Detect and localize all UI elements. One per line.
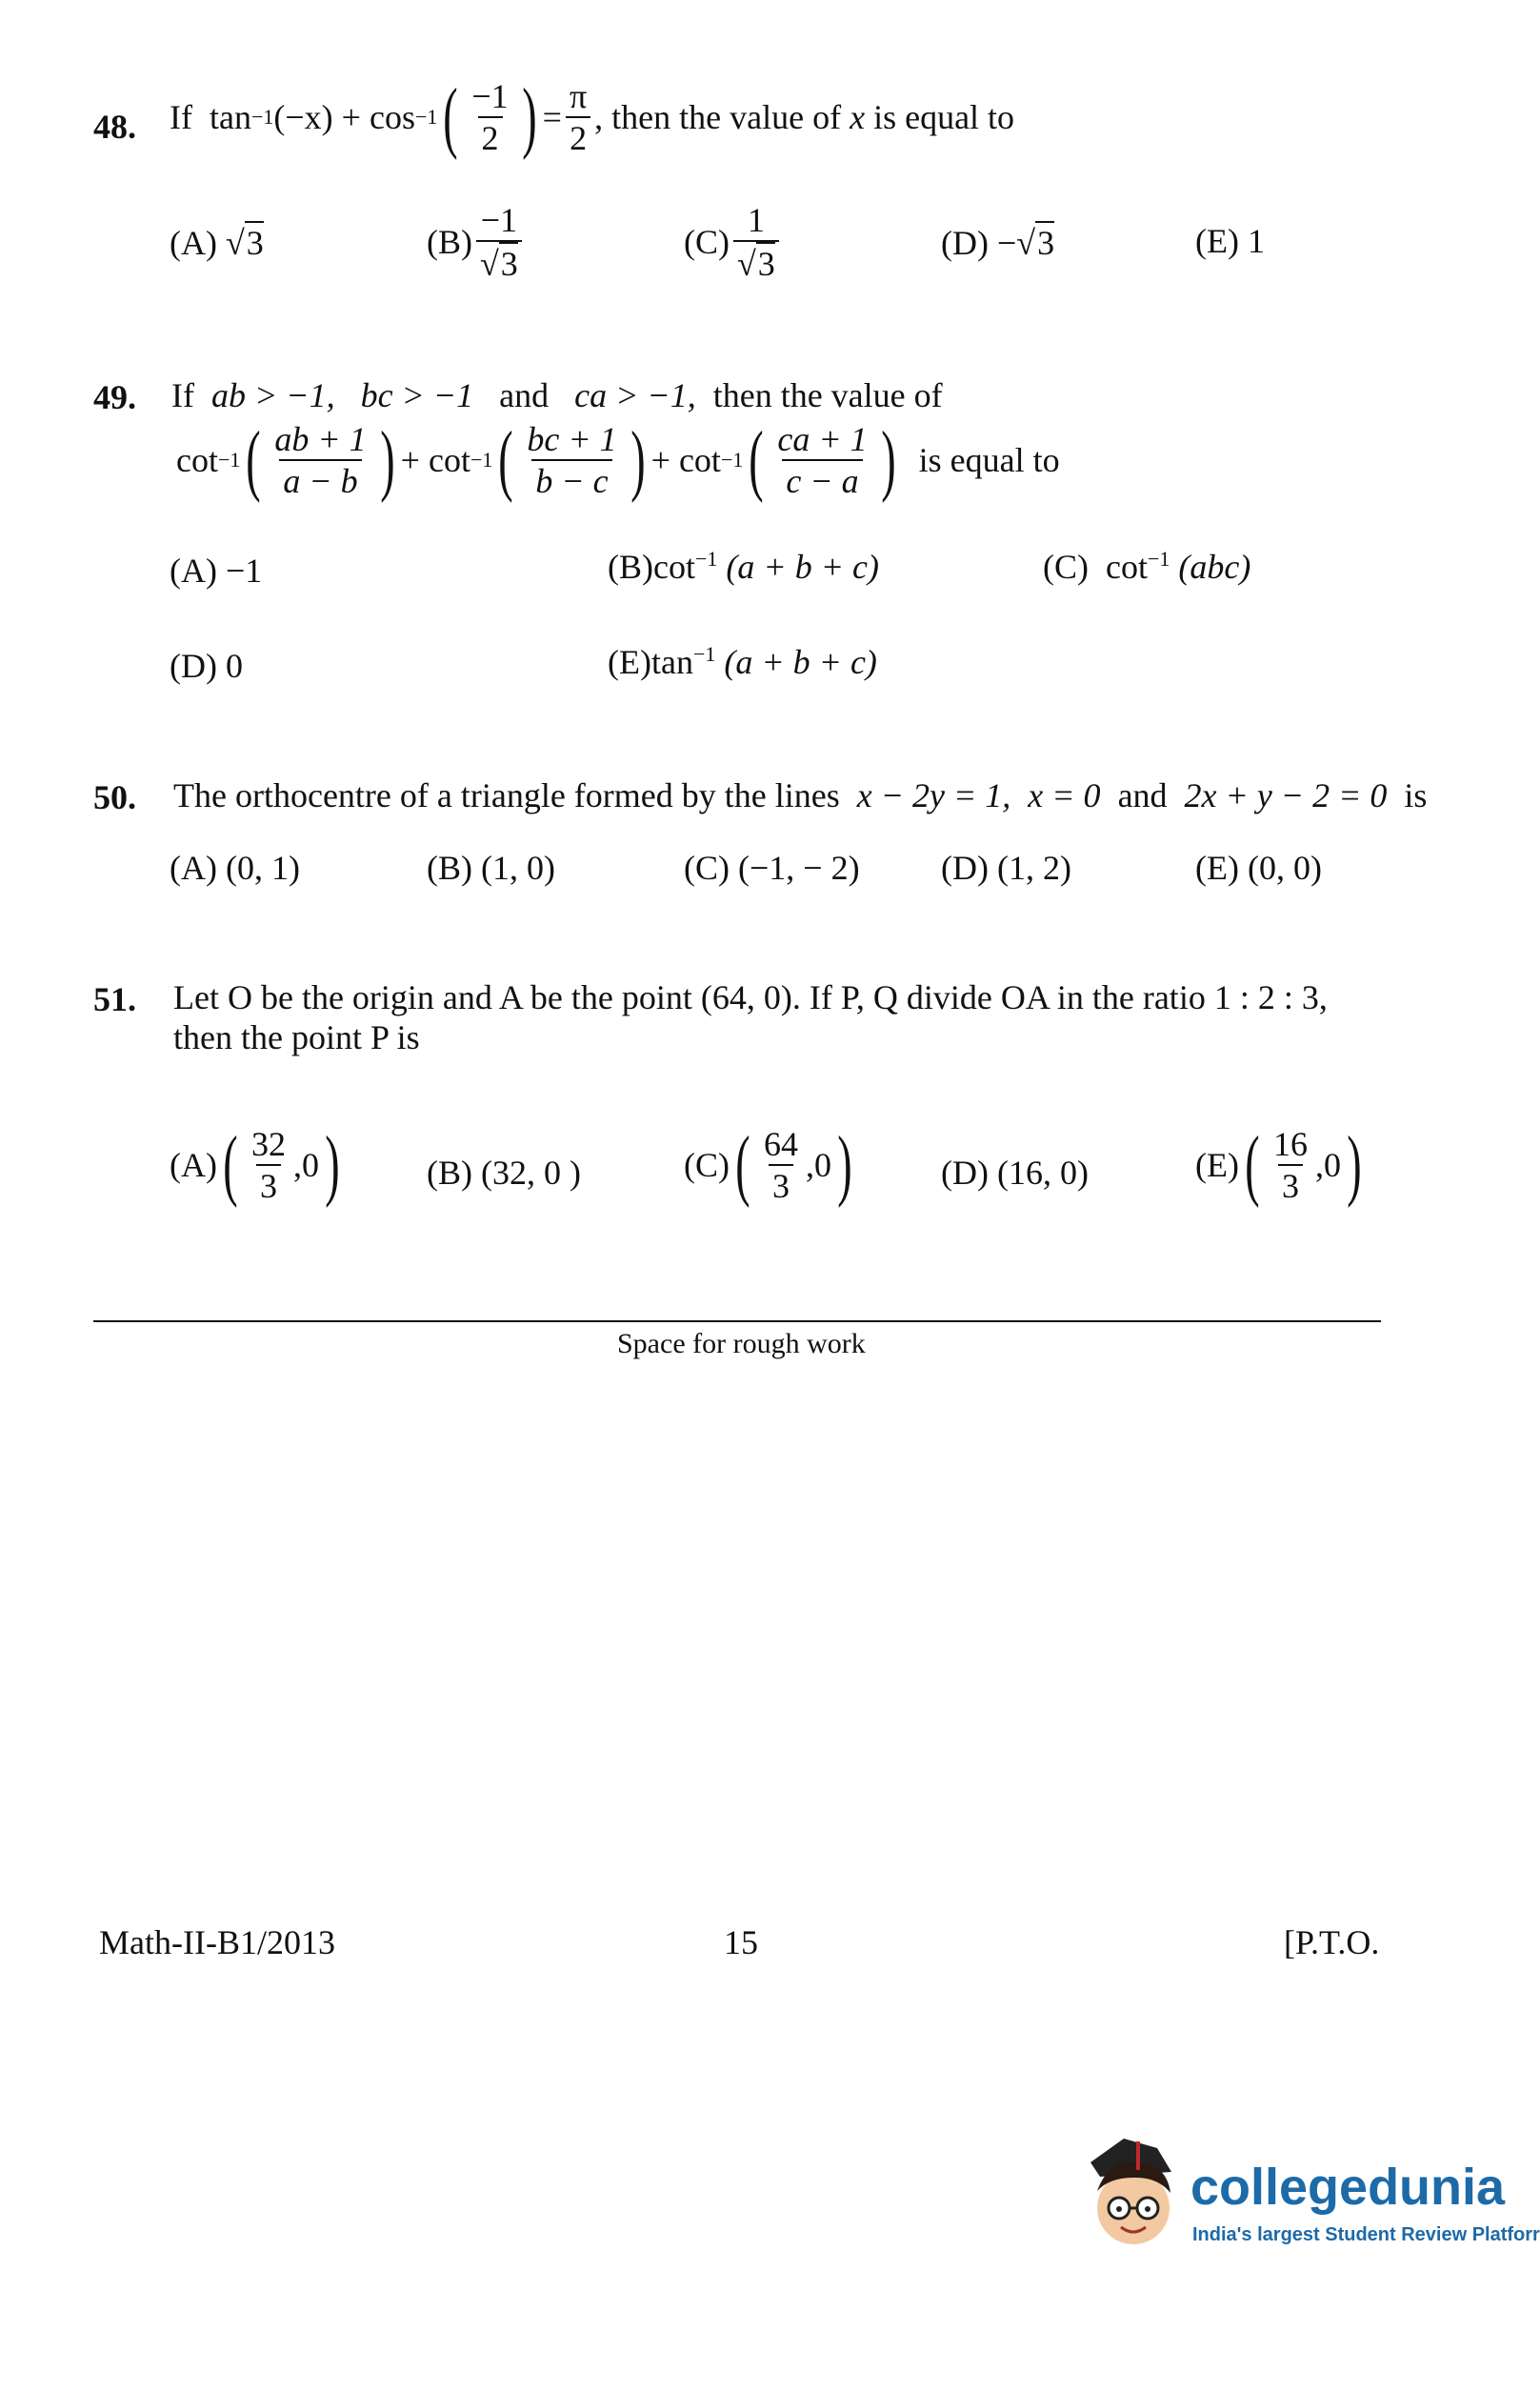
q48-option-a: (A) √3 xyxy=(170,221,264,263)
q50-option-e: (E) (0, 0) xyxy=(1195,849,1322,887)
q51-option-e: (E) ( $\frac{16}{3}$ ,0 ) xyxy=(1195,1120,1362,1209)
collegedunia-logo: collegedunia xyxy=(1190,2159,1506,2216)
q48-option-c: (C) $\frac{1}{√3}$ xyxy=(684,200,783,284)
q48-pi-fraction: $\frac{\pi}{2}$ xyxy=(566,76,590,158)
q49-option-e: $(E)\tan^{-1}$ (a + b + c) xyxy=(608,642,877,681)
footer-page-number: 15 xyxy=(724,1923,758,1961)
footer-pto: [P.T.O. xyxy=(1284,1923,1380,1961)
q50-line1: x − 2y = 1, xyxy=(856,776,1011,814)
q49-expression: cot −1 ( $\frac{ab + 1}{a - b}$ ) + cot −1 ( $\frac{bc + 1}{b - c}$ ) + cot −1 ( $\frac{ca + 1}{c - a}$ ) is equal to xyxy=(176,415,1060,504)
q51-option-d: (D) (16, 0) xyxy=(941,1154,1089,1192)
q51-option-c: (C) ( $\frac{64}{3}$ ,0 ) xyxy=(684,1120,852,1209)
q49-option-c: (C) $\cot^{-1} (abc)$ xyxy=(1043,547,1251,586)
q48-rest: , then the value of xyxy=(594,98,842,136)
q48-tan: tan xyxy=(209,98,251,136)
q49-frac3: $\frac{ca + 1}{c - a}$ xyxy=(777,420,868,500)
q51-option-b: (B) (32, 0 ) xyxy=(427,1154,581,1192)
collegedunia-tagline: India's largest Student Review Platforr xyxy=(1192,2224,1540,2245)
collegedunia-mascot-icon xyxy=(1081,2134,1186,2267)
q49-frac2: $\frac{bc + 1}{b - c}$ xyxy=(527,420,617,500)
q50-option-d: (D) (1, 2) xyxy=(941,849,1071,887)
q50-line2: x = 0 xyxy=(1028,776,1101,814)
rough-work-label: Space for rough work xyxy=(617,1328,866,1359)
q48-eq: = xyxy=(542,98,562,136)
q50-stem: The orthocentre of a triangle formed by the lines x − 2y = 1, x = 0 and 2x + y − 2 = 0 is xyxy=(173,776,1428,814)
q49-number: 49. xyxy=(93,378,136,416)
q48-if: If xyxy=(170,98,192,136)
q49-cond2: bc > −1 xyxy=(360,376,474,414)
q50-number: 50. xyxy=(93,778,136,816)
q48-option-e: (E) 1 xyxy=(1195,222,1265,260)
q48-negx: (−x) xyxy=(273,98,333,136)
footer-paper-code: Math-II-B1/2013 xyxy=(99,1923,335,1961)
q49-option-b: $(B)\cot^{-1}$ (a + b + c) xyxy=(608,547,879,586)
q50-line3: 2x + y − 2 = 0 xyxy=(1184,776,1388,814)
q51-line2: then the point P is xyxy=(173,1018,420,1056)
q49-cond1: ab > −1, xyxy=(210,376,335,414)
q51-line1: Let O be the origin and A be the point (64, 0). If P, Q divide OA in the ratio 1 : 2 : 3, xyxy=(173,978,1328,1016)
q50-option-a: (A) (0, 1) xyxy=(170,849,300,887)
q48-tail: is equal to xyxy=(873,98,1015,136)
q48-cos: + cos xyxy=(341,98,415,136)
q48-fraction: $\frac{-1}{2}$ xyxy=(471,77,509,157)
q49-frac1: $\frac{ab + 1}{a - b}$ xyxy=(274,420,367,500)
q48-option-b: (B) $\frac{-1}{√3}$ xyxy=(427,200,526,284)
q49-option-d: (D) 0 xyxy=(170,647,243,685)
q49-option-a: (A) −1 xyxy=(170,552,263,590)
q48-stem: If tan −1 (−x) + cos −1 ( $\frac{-1}{2}$ ) = $\frac{\pi}{2}$ , then the value of x is equal to xyxy=(170,72,1015,161)
q50-option-c: (C) (−1, − 2) xyxy=(684,849,860,887)
q51-number: 51. xyxy=(93,980,136,1018)
q51-option-a: (A) ( $\frac{32}{3}$ ,0 ) xyxy=(170,1120,340,1209)
q48-option-d: (D) −√3 xyxy=(941,221,1054,263)
q48-inv2: −1 xyxy=(414,105,438,129)
q49-line1: If ab > −1, bc > −1 and ca > −1, then the value of xyxy=(171,376,943,414)
q48-x: x xyxy=(850,98,866,136)
q48-number: 48. xyxy=(93,108,136,146)
q50-option-b: (B) (1, 0) xyxy=(427,849,555,887)
q49-cond3: ca > −1, xyxy=(574,376,696,414)
rough-work-divider xyxy=(93,1320,1381,1322)
q48-inv1: −1 xyxy=(250,105,274,129)
